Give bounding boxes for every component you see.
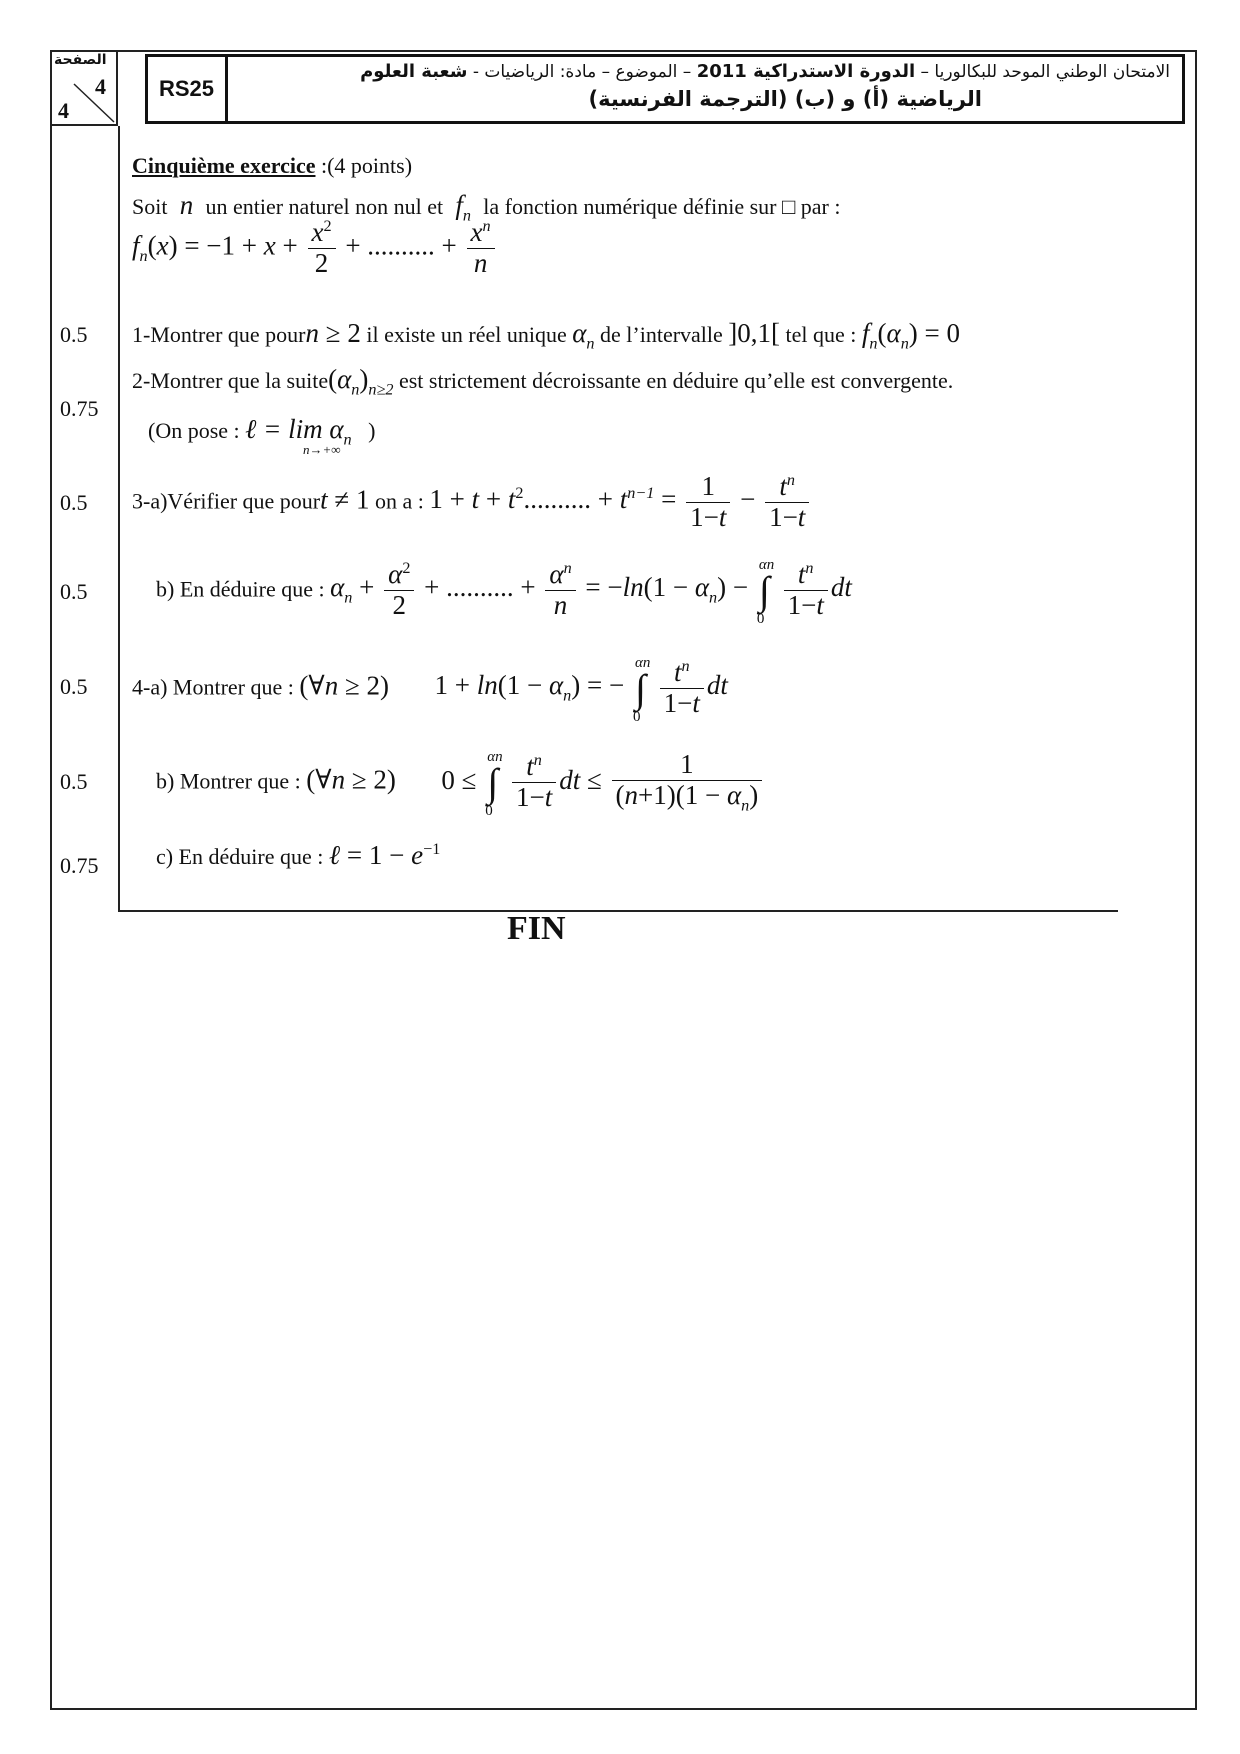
points-q2: 0.75 xyxy=(60,396,99,421)
intro-text-3: la fonction numérique définie sur xyxy=(483,194,777,219)
question-3b: b) En déduire que : $\alpha_n$ + $\frac{\alpha^2}{2}$ + .......... + $\frac{\alpha^n}{n}$ = $-\ln(1 - \alpha_n)$ − ∫ αn 0 $\frac{t^n}{1-t}$ dt xyxy=(156,556,852,627)
header-part-b: الدورة الاستدراكية 2011 xyxy=(696,61,916,82)
page-current: 4 xyxy=(95,74,106,99)
question-1: 1-Montrer que pourn ≥ 2 il existe un réel unique $\alpha_n$ de l’intervalle ]0,1[ tel que : $f_n(\alpha_n) = 0$ xyxy=(132,318,961,353)
q2-note-text: (On pose : xyxy=(148,418,240,443)
exam-code: RS25 xyxy=(148,57,228,121)
q1-text: 1-Montrer que pour xyxy=(132,322,306,347)
margin-divider xyxy=(118,126,120,911)
page-total: 4 xyxy=(58,98,69,123)
question-4b: b) Montrer que : (∀n ≥ 2) 0 ≤ ∫ αn 0 $\frac{t^n}{1-t}$ dt ≤ $\frac{1}{(n+1)(1 - \alpha_n)}$ xyxy=(156,750,765,815)
q1-text-d: tel que : xyxy=(785,322,857,347)
q3b-text: b) En déduire que : xyxy=(156,576,325,602)
exercise-title: Cinquième exercice xyxy=(132,153,316,178)
exam-header xyxy=(145,54,1185,124)
page-number-box xyxy=(52,52,118,126)
points-q3a: 0.5 xyxy=(60,490,88,515)
intro-text-2: un entier naturel non nul et xyxy=(205,194,444,219)
q2-text: 2-Montrer que la suite xyxy=(132,368,329,393)
math-n: n xyxy=(172,190,200,220)
q4b-text: b) Montrer que : xyxy=(156,768,301,794)
q3a-text-b: on a : xyxy=(374,488,424,514)
q1-text-b: il existe un réel unique xyxy=(366,322,567,347)
points-q1: 0.5 xyxy=(60,322,88,347)
question-4a: 4-a) Montrer que : (∀n ≥ 2) $1 + \ln(1 - \alpha_n)$ = − ∫ αn 0 $\frac{t^n}{1-t}$ dt xyxy=(132,654,728,725)
question-2-note: (On pose : ℓ = $\lim \alpha_n$ n→+∞ ) xyxy=(148,414,376,457)
header-part-c: – الموضوع – مادة: الرياضيات - xyxy=(472,62,692,82)
formula-fn: $f_n(x) = -1 + x$ + $\frac{x^2}{2}$ + .......... + $\frac{x^n}{n}$ xyxy=(132,218,498,278)
question-3a: 3-a)Vérifier que pourt ≠ 1 on a : $1 + t + t^2$.......... + $t^{n-1}$ = $\frac{1}{1-t}$ − $\frac{t^n}{1-t}$ xyxy=(132,472,812,532)
set-symbol: □ xyxy=(781,194,796,219)
math-fn: $f_n$ xyxy=(448,190,471,225)
question-2: 2-Montrer que la $suite(\alpha_n)_{n\ge 2}$ est strictement décroissante en déduire qu’elle est convergente. xyxy=(132,364,954,399)
intro-text-4: par : xyxy=(800,194,841,219)
header-line-2: الرياضية (أ) و (ب) (الترجمة الفرنسية) xyxy=(588,87,982,111)
intro-text-1: Soit xyxy=(132,194,168,219)
q4c-text: c) En déduire que : xyxy=(156,844,324,869)
page-frame xyxy=(50,50,1197,1710)
q4a-text: 4-a) Montrer que : xyxy=(132,674,294,700)
exercise-points: :(4 points) xyxy=(320,153,413,178)
question-4c: c) En déduire que : ℓ = $1 - e^{-1}$ xyxy=(156,840,441,870)
q2-text-b: est strictement décroissante en déduire qu’elle est convergente. xyxy=(398,368,954,393)
end-marker: FIN xyxy=(507,910,566,947)
header-part-d: شعبة العلوم xyxy=(360,61,468,82)
header-line-1 xyxy=(360,61,1170,82)
exercise-heading xyxy=(132,153,412,179)
points-q3b: 0.5 xyxy=(60,579,88,604)
bottom-rule xyxy=(118,910,1118,912)
q3a-text: 3-a)Vérifier que pour xyxy=(132,488,321,514)
q1-text-c: de l’intervalle xyxy=(600,322,723,347)
page-label: الصفحة xyxy=(54,52,107,68)
points-q4c: 0.75 xyxy=(60,853,99,878)
points-q4b: 0.5 xyxy=(60,769,88,794)
header-part-a: الامتحان الوطني الموحد للبكالوريا – xyxy=(920,62,1170,82)
points-q4a: 0.5 xyxy=(60,674,88,699)
